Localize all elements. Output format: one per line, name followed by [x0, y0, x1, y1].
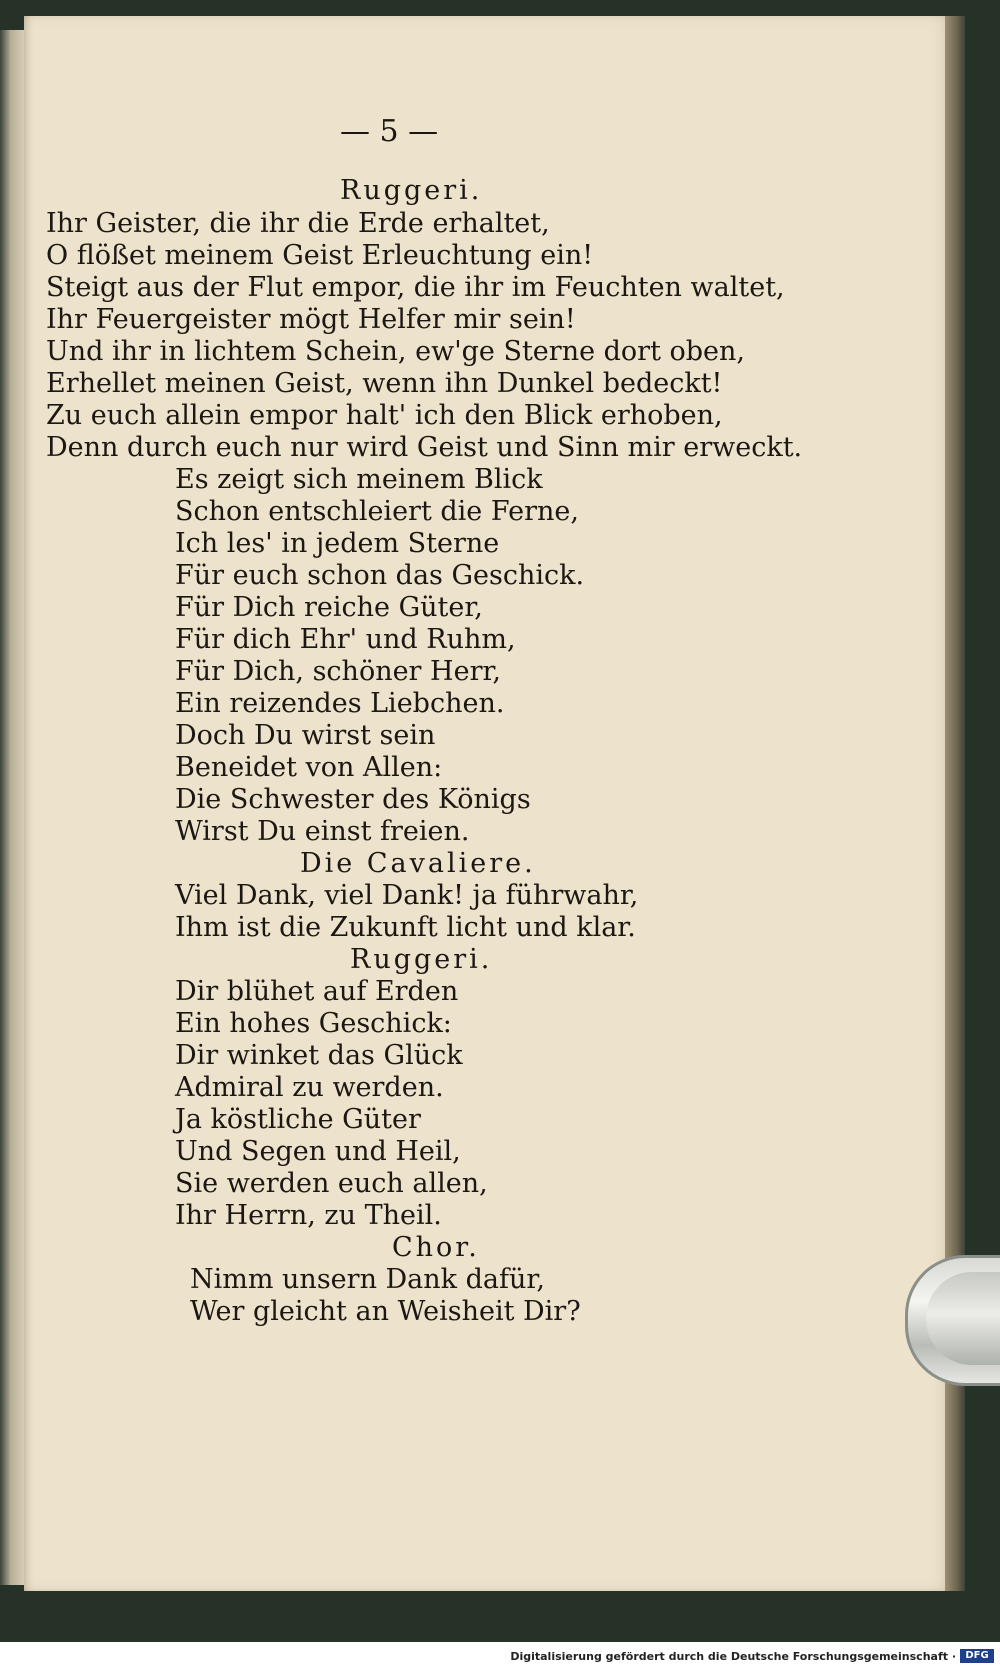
verse-line: Ja köstliche Güter: [175, 1104, 421, 1135]
speaker-heading: Die Cavaliere.: [300, 848, 536, 879]
verse-line: Und Segen und Heil,: [175, 1136, 461, 1167]
verse-line: Zu euch allein empor halt' ich den Blick erhoben,: [46, 400, 723, 431]
verse-line: Für Dich, schöner Herr,: [175, 656, 502, 687]
verse-line: Sie werden euch allen,: [175, 1168, 488, 1199]
footer-credit: Digitalisierung gefördert durch die Deutsche Forschungsgemeinschaft ·: [510, 1650, 956, 1663]
verse-line: Denn durch euch nur wird Geist und Sinn mir erweckt.: [46, 432, 803, 463]
speaker-heading: Chor.: [392, 1232, 480, 1263]
verse-line: Ihm ist die Zukunft licht und klar.: [175, 912, 636, 943]
verse-line: Für Dich reiche Güter,: [175, 592, 483, 623]
verse-line: Wer gleicht an Weisheit Dir?: [190, 1296, 581, 1327]
page-clip-highlight: [926, 1272, 1000, 1365]
verse-line: Ihr Herrn, zu Theil.: [175, 1200, 442, 1231]
verse-line: Beneidet von Allen:: [175, 752, 443, 783]
verse-line: Doch Du wirst sein: [175, 720, 436, 751]
verse-line: Und ihr in lichtem Schein, ew'ge Sterne dort oben,: [46, 336, 746, 367]
dfg-logo: DFG: [960, 1649, 994, 1663]
verse-line: Viel Dank, viel Dank! ja führwahr,: [175, 880, 639, 911]
verse-line: Schon entschleiert die Ferne,: [175, 496, 579, 527]
verse-line: Admiral zu werden.: [175, 1072, 444, 1103]
verse-line: Für euch schon das Geschick.: [175, 560, 585, 591]
verse-line: Ein reizendes Liebchen.: [175, 688, 505, 719]
verse-line: Ihr Geister, die ihr die Erde erhaltet,: [46, 208, 550, 239]
left-page-edge: [0, 30, 24, 1585]
verse-line: O flößet meinem Geist Erleuchtung ein!: [46, 240, 594, 271]
verse-line: Steigt aus der Flut empor, die ihr im Feuchten waltet,: [46, 272, 785, 303]
page-number: — 5 —: [340, 114, 439, 149]
speaker-heading: Ruggeri.: [340, 175, 483, 206]
speaker-heading: Ruggeri.: [350, 944, 493, 975]
verse-line: Ein hohes Geschick:: [175, 1008, 452, 1039]
verse-line: Es zeigt sich meinem Blick: [175, 464, 543, 495]
verse-line: Ihr Feuergeister mögt Helfer mir sein!: [46, 304, 576, 335]
verse-line: Dir winket das Glück: [175, 1040, 463, 1071]
verse-line: Nimm unsern Dank dafür,: [190, 1264, 545, 1295]
verse-line: Für dich Ehr' und Ruhm,: [175, 624, 516, 655]
verse-line: Dir blühet auf Erden: [175, 976, 459, 1007]
verse-line: Ich les' in jedem Sterne: [175, 528, 500, 559]
verse-line: Die Schwester des Königs: [175, 784, 531, 815]
verse-line: Wirst Du einst freien.: [175, 816, 470, 847]
verse-line: Erhellet meinen Geist, wenn ihn Dunkel bedeckt!: [46, 368, 723, 399]
